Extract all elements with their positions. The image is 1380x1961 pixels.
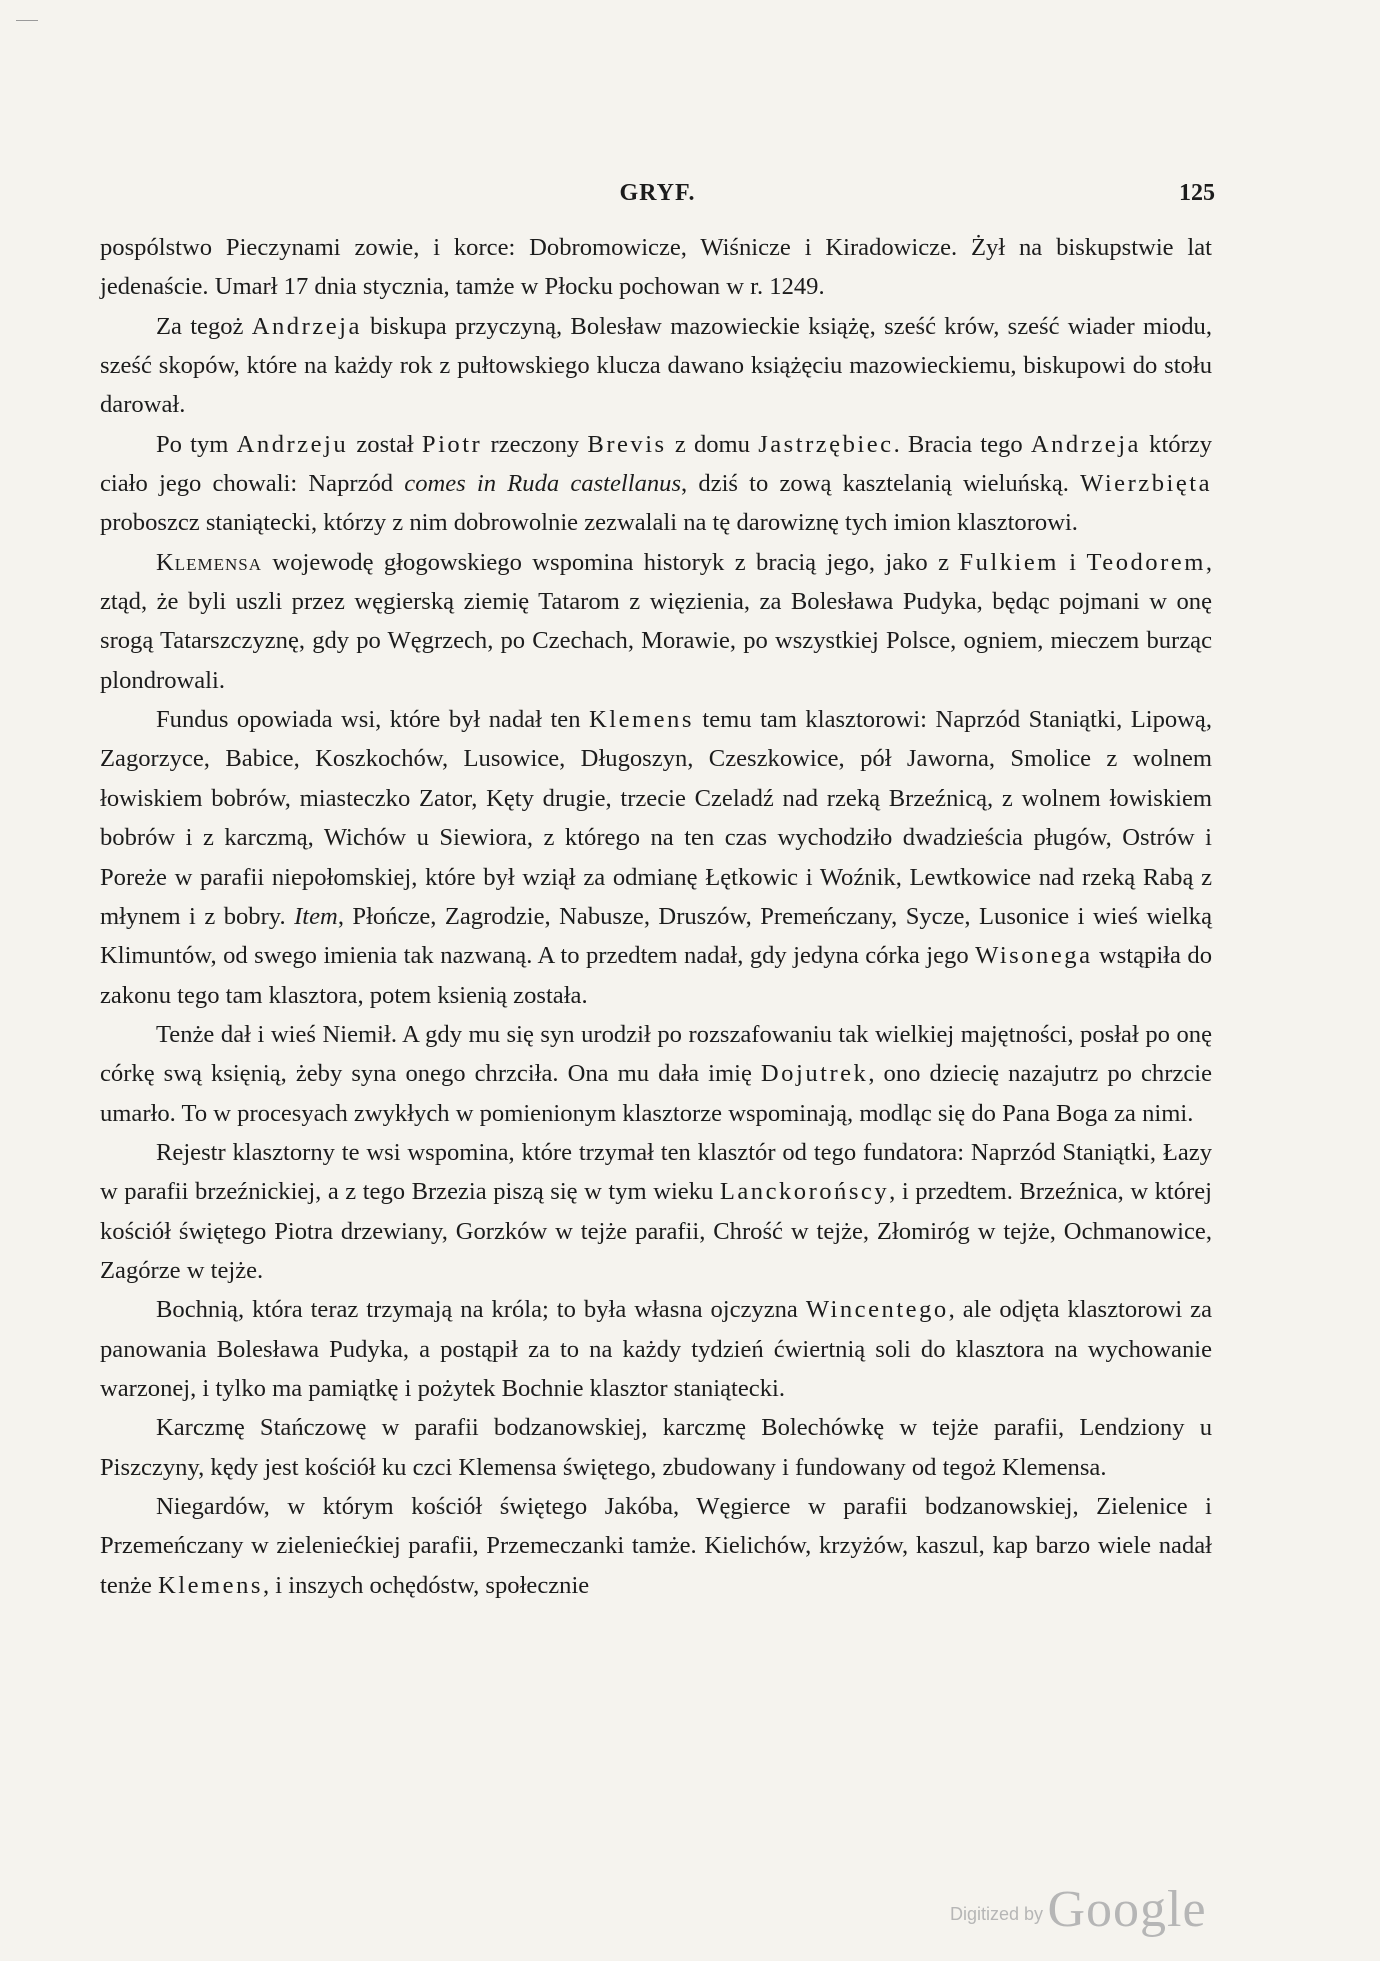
text-run: , ale odjęta klasztorowi za panowania Bolesława Pudyka, a postąpił za to na każdy tydzień ćwiertnią soli do klasztora na wychowanie warzonej, i tylko ma pamiątkę i pożytek Bochnie klasztor staniątecki. [100,1296,1213,1402]
text-run: Za tegoż [156,312,252,340]
styled-text-sp: Teodorem [1086,548,1206,576]
text-run: z domu [666,430,759,458]
text-run: wojewodę głogowskiego wspomina historyk z bracią jego, jako z [262,548,960,576]
paragraph [100,1487,1212,1605]
text-run: biskupa przyczyną, Bolesław mazowieckie książę, sześć krów, sześć wiader miodu, sześć skopów, które na każdy rok z pułtowskiego klucza dawano książęciu mazowieckiemu, biskupowi do stołu darował. [100,312,1212,419]
styled-text-sp: Wisonega [975,942,1093,970]
scan-corner-mark [16,20,38,21]
digitized-label: Digitized by [950,1904,1044,1924]
styled-text-it: Item [294,902,338,930]
text-run: , dziś to zową kasztelanią wieluńską. [681,470,1081,498]
styled-text-sp: Andrzeja [251,312,362,340]
text-run: którzy ciało jego chowali: Naprzód [100,430,1212,498]
running-title: GRYF. [619,180,696,206]
styled-text-sc: Klemensa [156,548,263,576]
styled-text-sp: Jastrzębiec [758,430,894,458]
text-run: wstąpiła do zakonu tego tam klasztora, potem ksienią została. [100,942,1212,1009]
body-text [100,228,1212,1605]
text-run: Fundus opowiada wsi, które był nadał ten [156,706,589,734]
styled-text-sp: Andrzeju [236,430,349,458]
paragraph [100,307,1212,425]
running-header [100,180,1215,216]
text-run: proboszcz staniątecki, którzy z nim dobrowolnie zezwalali na tę darowiznę tych imion klasztorowi. [100,509,1078,537]
text-run: Bochnią, która teraz trzymają na króla; to była własna ojczyzna [156,1296,806,1324]
styled-text-sp: Fulkiem [959,548,1059,576]
text-run: Po tym [156,430,237,458]
text-run: został [348,430,422,458]
paragraph [100,1408,1212,1487]
google-logo: Google [1047,1881,1207,1938]
text-run: Karczmę Stańczowę w parafii bodzanowskiej, karczmę Bolechówkę w tejże parafii, Lendziony u Piszczyny, kędy jest kościół ku czci Klemensa świętego, zbudowany i fundowany od tegoż Klemensa. [100,1414,1212,1481]
styled-text-sp: Klemens [158,1571,263,1599]
styled-text-sp: Brevis [587,430,667,458]
text-run: , Płończe, Zagrodzie, Nabusze, Druszów, Premeńczany, Sycze, Lusonice i wieś wielką Klimuntów, od swego imienia tak nazwaną. A to przedtem nadał, gdy jedyna córka jego [100,902,1213,970]
paragraph [100,1133,1212,1290]
text-run: i [1058,548,1087,576]
styled-text-sp: Dojutrek [760,1060,869,1088]
digitized-watermark [950,1880,1207,1939]
text-run: Rejestr klasztorny te wsi wspomina, które trzymał ten klasztór od tego fundatora: Naprzód Staniątki, Łazy w parafii brzeźnickiej, a z tego Brzezia piszą się w tym wieku [100,1138,1212,1206]
paragraph [100,543,1212,700]
paragraph [100,1015,1212,1133]
styled-text-sp: Wincentego [805,1296,949,1324]
paragraph [100,700,1212,1015]
text-run: temu tam klasztorowi: Naprzód Staniątki, Lipową, Zagorzyce, Babice, Koszkochów, Lusowice, Długoszyn, Czeszkowice, pół Jaworna, Smolice z wolnem łowiskiem bobrów, miasteczko Zator, Kęty drugie, trzecie Czeladź nad rzeką Brzeźnicą, z wolnem łowiskiem bobrów i z karczmą, Wichów u Siewiora, z którego na ten czas wychodziło dwadzieścia pługów, Ostrów i Poreże w parafii niepołomskiej, które był wziął za odmianę Łętkowic i Woźnik, Lewtkowice nad rzeką Rabą z młynem i z bobry. [100,706,1212,930]
text-run: pospólstwo Pieczynami zowie, i korce: Dobromowicze, Wiśnicze i Kiradowicze. Żył na biskupstwie lat jedenaście. Umarł 17 dnia stycznia, tamże w Płocku pochowan w r. 1249. [100,234,1212,301]
text-run: , ztąd, że byli uszli przez węgierską ziemię Tatarom z więzienia, za Bolesława Pudyka, będąc pojmani w onę srogą Tatarszczyznę, gdy po Węgrzech, po Czechach, Morawie, po wszystkiej Polsce, ogniem, mieczem burząc plondrowali. [100,548,1212,694]
text-run: , i przedtem. Brzeźnica, w której kościół świętego Piotra drzewiany, Gorzków w tejże parafii, Chrość w tejże, Złomiróg w tejże, Ochmanowice, Zagórze w tejże. [100,1178,1212,1284]
paragraph [100,425,1212,543]
text-run: , i inszych ochędóstw, społecznie [262,1571,590,1599]
styled-text-sp: Klemens [589,706,694,734]
styled-text-sp: Andrzeja [1030,430,1141,458]
text-run: Tenże dał i wieś Niemił. A gdy mu się syn urodził po rozszafowaniu tak wielkiej majętności, posłał po onę córkę swą księnią, żeby syna onego chrzciła. Ona mu dała imię [100,1020,1212,1088]
styled-text-sp: Piotr [421,430,483,458]
page-number: 125 [1179,180,1215,206]
text-run: Niegardów, w którym kościół świętego Jakóba, Węgierce w parafii bodzanowskiej, Zielenice i Przemeńczany w zieleniećkiej parafii, Przemeczanki tamże. Kielichów, krzyżów, kaszul, kap barzo wiele nadał tenże [100,1493,1212,1599]
text-run: , ono dziecię nazajutrz po chrzcie umarło. To w procesyach zwykłych w pomienionym klasztorze wspominają, modląc się do Pana Boga za nimi. [100,1060,1212,1127]
styled-text-it: comes in Ruda castellanus [404,470,682,498]
paragraph [100,228,1212,307]
styled-text-sp: Lanckorońscy [719,1178,890,1206]
styled-text-sp: Wierzbięta [1080,470,1212,498]
paragraph [100,1290,1212,1408]
text-run: . Bracia tego [893,430,1031,458]
text-run: rzeczony [482,430,588,458]
